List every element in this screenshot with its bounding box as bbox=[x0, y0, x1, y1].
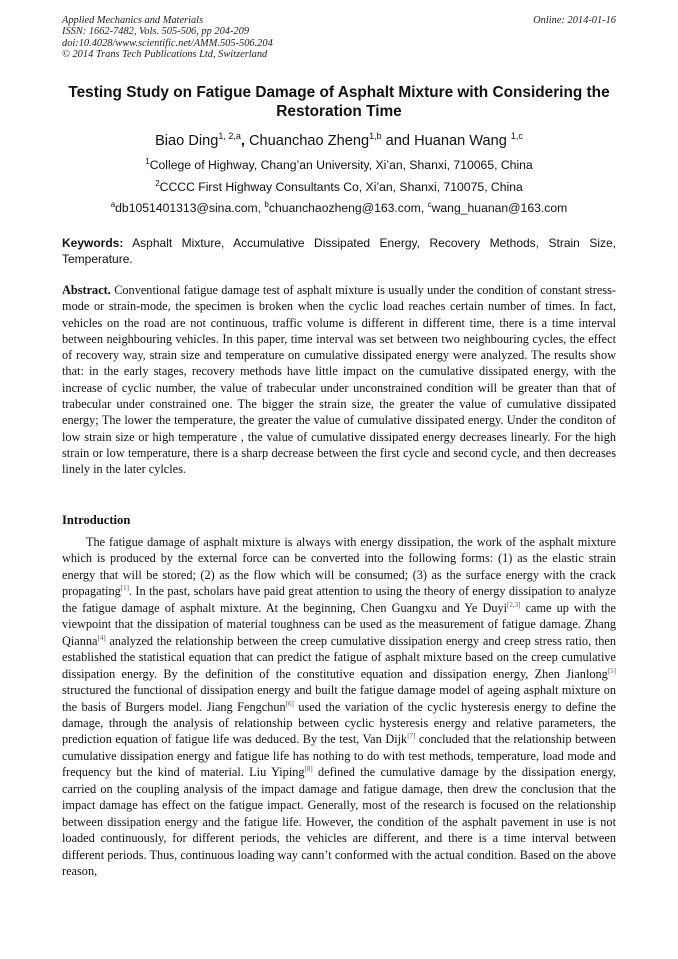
paper-title: Testing Study on Fatigue Damage of Asphalt Mixture with Considering the Restoration Time bbox=[68, 84, 610, 120]
body-text: concluded that the relationship between cumulative dissipation energy and fatigue life has nothing to do with test methods, temperature, load mode and frequency but the kind of material. Liu Yiping bbox=[62, 732, 616, 780]
citation-ref[interactable]: [1] bbox=[120, 584, 129, 593]
author-separator: , bbox=[240, 133, 249, 149]
email-marker: c bbox=[427, 200, 432, 209]
online-date: Online: 2014-01-16 bbox=[533, 15, 616, 26]
author-superscript: 1,c bbox=[510, 131, 523, 141]
body-text: analyzed the relationship between the creep cumulative dissipation energy and creep stress ratio, then established the statistical equation that can predict the fatigue of asphalt mixture based on the creep cumulative dissipation energy. By the definition of the constitutive equation and dissipation energy, Zhen Jianlong bbox=[62, 633, 616, 681]
keywords-paragraph bbox=[62, 236, 616, 267]
affiliation-marker: 2 bbox=[155, 179, 160, 188]
citation-ref[interactable]: [2,3] bbox=[507, 600, 521, 609]
citation-ref[interactable]: [6] bbox=[285, 699, 294, 708]
affiliation-1 bbox=[62, 158, 616, 173]
body-text: structured the functional of dissipation energy and built the fatigue damage model of ageing asphalt mixture on the basis of Burgers model. Jiang Fengchun bbox=[62, 683, 616, 714]
affiliation-marker: 1 bbox=[145, 157, 150, 166]
affiliation-text: CCCC First Highway Consultants Co, Xi’an, Shanxi, 710075, China bbox=[159, 180, 523, 194]
author-name: Biao Ding bbox=[155, 133, 219, 149]
citation-ref[interactable]: [7] bbox=[407, 732, 416, 741]
citation-ref[interactable]: [4] bbox=[97, 633, 106, 642]
author-superscript: 1, 2,a bbox=[218, 131, 241, 141]
introduction-paragraph bbox=[62, 534, 616, 880]
body-text: The fatigue damage of asphalt mixture is always with energy dissipation, the work of the asphalt mixture which is produced by the external force can be converted into the following forms: (1) as the elastic strain energy that will be stored; (2) as the flow which will be consumed; (3) as the surface energy with the crack propagating bbox=[62, 535, 616, 599]
journal-copyright: © 2014 Trans Tech Publications Ltd, Switzerland bbox=[62, 49, 268, 61]
body-text: came up with the viewpoint that the dissipation of material toughness can be used as the measurement of fatigue damage. Zhang Qianna bbox=[62, 600, 616, 648]
author-name: Huanan Wang bbox=[414, 133, 511, 149]
email-marker: a bbox=[110, 200, 116, 209]
affiliation-text: College of Highway, Chang’an University, Xi’an, Shanxi, 710065, China bbox=[149, 158, 533, 172]
introduction-heading: Introduction bbox=[62, 513, 131, 527]
email-link[interactable]: wang_huanan@163.com bbox=[431, 201, 568, 215]
author-emails bbox=[62, 201, 616, 216]
author-list bbox=[62, 132, 616, 150]
journal-name: Applied Mechanics and Materials bbox=[62, 15, 204, 26]
keywords-text: Asphalt Mixture, Accumulative Dissipated Energy, Recovery Methods, Strain Size, Temperature. bbox=[62, 236, 616, 266]
affiliation-2 bbox=[62, 180, 616, 195]
author-name: Chuanchao Zheng bbox=[249, 133, 370, 149]
journal-issn: ISSN: 1662-7482, Vols. 505-506, pp 204-209 bbox=[62, 26, 250, 38]
body-text: . In the past, scholars have paid great attention to using the theory of energy dissipation to analyze the fatigue damage of asphalt mixture. At the beginning, Chen Guangxu and Ye Duyi bbox=[62, 584, 616, 615]
abstract-label: Abstract. bbox=[62, 283, 111, 297]
body-text: used the variation of the cyclic hysteresis energy to define the damage, through the analysis of relationship between cyclic hysteresis energy and relative parameters, the prediction equation of fatigue life was deduced. By the test, Van Dijk bbox=[62, 699, 617, 747]
abstract-paragraph bbox=[62, 282, 616, 478]
author-superscript: 1,b bbox=[369, 131, 382, 141]
author-separator: and bbox=[381, 133, 415, 149]
body-text: defined the cumulative damage by the dissipation energy, carried on the coupling analysis of the impact damage and fatigue damage, then drew the conclusion that the impact damage has effect on the fatigue impact. Generally, most of the research is focused on the relationship between dissipation energy and the fatigue life. However, the condition of the asphalt pavement in use is not loaded continuously, for different periods, the vehicles are different, and there is a time interval between different periods. Thus, continuous loading way cann’t conformed with the actual condition. Based on the above reason, bbox=[62, 765, 616, 879]
citation-ref[interactable]: [5] bbox=[607, 666, 616, 675]
email-marker: b bbox=[264, 200, 269, 209]
email-link[interactable]: chuanchaozheng@163.com, bbox=[268, 201, 428, 215]
journal-header bbox=[62, 15, 273, 61]
keywords-label: Keywords: bbox=[62, 236, 124, 250]
citation-ref[interactable]: [8] bbox=[304, 765, 313, 774]
email-link[interactable]: db1051401313@sina.com, bbox=[115, 201, 265, 215]
abstract-text: Conventional fatigue damage test of asphalt mixture is usually under the condition of constant stress-mode or strain-mode, the specimen is broken when the cyclic load reaches certain number of times. In fact, vehicles on the road are not continuous, traffic volume is different in different time, there is a time interval between neighbouring vehicles. In this paper, time interval was set between two neighbouring cycles, the effect of recovery way, strain size and temperature on cumulative dissipated energy were analyzed. The results show that: in the early stages, recovery methods have little impact on the cumulative dissipated energy, with the increase of cyclic number, the value of trabecular under unconstrained condition will be greater than that of trabecular under constrained one. The bigger the strain size, the greater the value of cumulative dissipated energy; The lower the temperature, the greater the value of cumulative dissipated energy. Under the conditon of low strain size or high temperature , the value of cumulative dissipated energy decreases linearly. For the high strain or low temperature, there is a sharp decrease between the first cycle and second cycle, and then decreases linely in the later cylcles. bbox=[62, 283, 616, 477]
journal-doi: doi:10.4028/www.scientific.net/AMM.505-506.204 bbox=[62, 37, 273, 49]
